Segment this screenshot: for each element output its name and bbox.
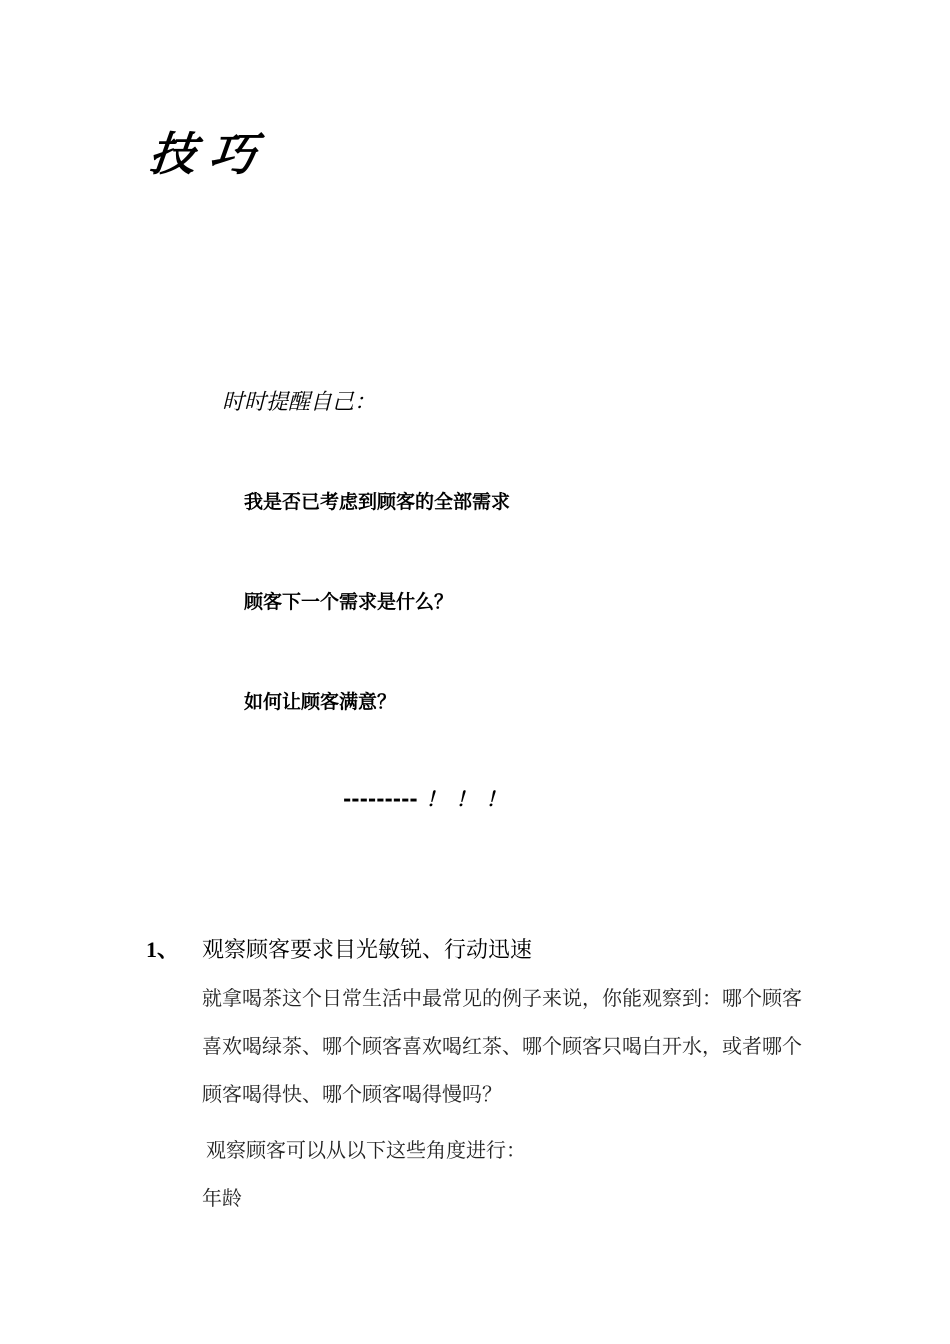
angles-intro: 观察顾客可以从以下这些角度进行： bbox=[206, 1138, 526, 1162]
reminder-item: 如何让顾客满意？ bbox=[244, 691, 397, 713]
body-paragraph: 就拿喝茶这个日常生活中最常见的例子来说，你能观察到：哪个顾客喜欢喝绿茶、哪个顾客喜欢喝红茶、哪个顾客只喝白开水，或者哪个顾客喝得快、哪个顾客喝得慢吗？ bbox=[202, 986, 802, 1106]
page-title: 技巧 bbox=[146, 127, 273, 181]
section-title: 观察顾客要求目光敏锐、行动迅速 bbox=[202, 938, 533, 963]
section-number: 1、 bbox=[146, 937, 180, 962]
reminder-heading: 时时提醒自己： bbox=[222, 390, 377, 415]
reminder-item: 顾客下一个需求是什么？ bbox=[244, 591, 454, 613]
section-heading bbox=[146, 933, 532, 964]
dash-separator: --------- bbox=[343, 787, 418, 811]
reminder-item: 我是否已考虑到顾客的全部需求 bbox=[244, 491, 511, 513]
emphasis-line bbox=[343, 783, 516, 812]
angle-item-age: 年龄 bbox=[202, 1186, 242, 1210]
exclamation-marks: ！！！ bbox=[425, 787, 516, 811]
